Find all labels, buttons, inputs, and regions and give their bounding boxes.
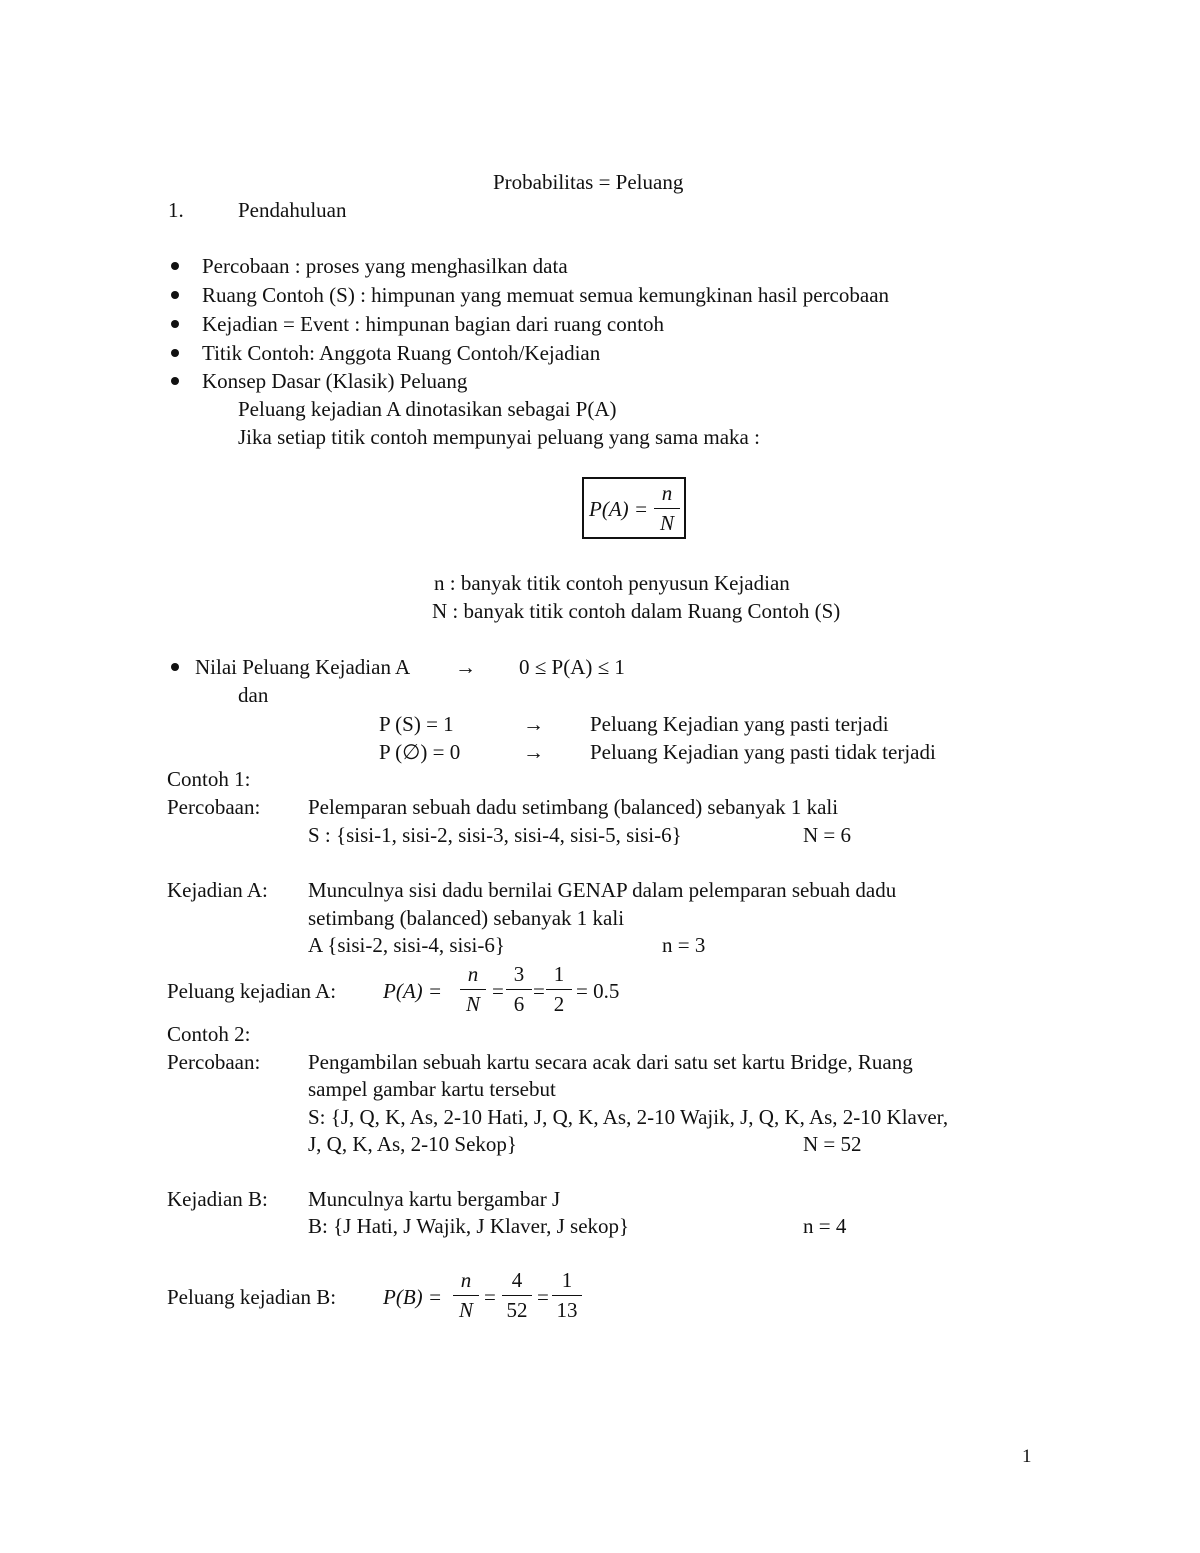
formula-box bbox=[582, 477, 686, 539]
event-text: Munculnya sisi dadu bernilai GENAP dalam pelemparan sebuah dadu bbox=[308, 878, 897, 902]
fraction-denominator: N bbox=[659, 511, 674, 535]
special-prob-expr: P (∅) = 0 bbox=[379, 740, 461, 764]
fraction-denominator: N bbox=[458, 1298, 473, 1322]
event-size: n = 3 bbox=[662, 933, 706, 957]
probability-label: Peluang kejadian B: bbox=[167, 1285, 337, 1309]
fraction-denominator: 6 bbox=[513, 992, 525, 1016]
bullet-dot-icon bbox=[171, 291, 179, 299]
event-label: Kejadian B: bbox=[167, 1187, 268, 1211]
probability-lhs: P(A) = bbox=[383, 979, 443, 1003]
event-set: A {sisi-2, sisi-4, sisi-6} bbox=[308, 933, 505, 957]
bullet-dot-icon bbox=[171, 320, 179, 328]
fraction-bar bbox=[654, 508, 680, 509]
fraction-denominator: 13 bbox=[556, 1298, 578, 1322]
probability-lhs: P(B) = bbox=[383, 1285, 443, 1309]
probability-fraction bbox=[546, 964, 572, 1015]
event-label: Kejadian A: bbox=[167, 878, 268, 902]
range-expression: 0 ≤ P(A) ≤ 1 bbox=[519, 655, 625, 679]
fraction-bar bbox=[460, 989, 486, 990]
fraction-numerator: 4 bbox=[511, 1268, 523, 1292]
bullet-dot-icon bbox=[171, 262, 179, 270]
formula-fraction bbox=[654, 483, 680, 534]
sample-space: J, Q, K, As, 2-10 Sekop} bbox=[308, 1132, 518, 1156]
probability-label: Peluang kejadian A: bbox=[167, 979, 337, 1003]
page-title: Probabilitas = Peluang bbox=[493, 170, 684, 194]
equals-sign: = bbox=[533, 979, 545, 1003]
special-prob-expr: P (S) = 1 bbox=[379, 712, 454, 736]
special-prob-desc: Peluang Kejadian yang pasti tidak terjadi bbox=[590, 740, 936, 764]
fraction-numerator: 1 bbox=[553, 962, 565, 986]
arrow-icon: → bbox=[523, 740, 544, 764]
event-set: B: {J Hati, J Wajik, J Klaver, J sekop} bbox=[308, 1214, 630, 1238]
fraction-bar bbox=[552, 1295, 582, 1296]
probability-fraction bbox=[506, 964, 532, 1015]
equals-sign: = bbox=[492, 979, 504, 1003]
probability-fraction bbox=[460, 964, 486, 1015]
fraction-bar bbox=[546, 989, 572, 990]
experiment-text: Pelemparan sebuah dadu setimbang (balanced) sebanyak 1 kali bbox=[308, 795, 839, 819]
bullet-item: Percobaan : proses yang menghasilkan data bbox=[202, 254, 568, 278]
special-prob-desc: Peluang Kejadian yang pasti terjadi bbox=[590, 712, 889, 736]
bullet-item: Titik Contoh: Anggota Ruang Contoh/Kejadian bbox=[202, 341, 601, 365]
event-text: Munculnya kartu bergambar J bbox=[308, 1187, 561, 1211]
sample-space: S : {sisi-1, sisi-2, sisi-3, sisi-4, sisi-5, sisi-6} bbox=[308, 823, 682, 847]
fraction-numerator: n bbox=[460, 1268, 472, 1292]
probability-fraction bbox=[502, 1270, 532, 1321]
fraction-numerator: n bbox=[467, 962, 479, 986]
page-number: 1 bbox=[1022, 1446, 1032, 1467]
example-label: Contoh 2: bbox=[167, 1022, 251, 1046]
concept-line: Jika setiap titik contoh mempunyai peluang yang sama maka : bbox=[238, 425, 760, 449]
definition-N: N : banyak titik contoh dalam Ruang Contoh (S) bbox=[432, 599, 841, 623]
fraction-denominator: 2 bbox=[553, 992, 565, 1016]
bullet-item: Konsep Dasar (Klasik) Peluang bbox=[202, 369, 468, 393]
arrow-icon: → bbox=[523, 712, 544, 736]
event-size: n = 4 bbox=[803, 1214, 847, 1238]
bullet-dot-icon bbox=[171, 349, 179, 357]
fraction-numerator: 3 bbox=[513, 962, 525, 986]
concept-line: Peluang kejadian A dinotasikan sebagai P(A) bbox=[238, 397, 617, 421]
probability-fraction bbox=[552, 1270, 582, 1321]
sample-size: N = 6 bbox=[803, 823, 852, 847]
range-and: dan bbox=[238, 683, 269, 707]
fraction-denominator: 52 bbox=[506, 1298, 528, 1322]
bullet-dot-icon bbox=[171, 663, 179, 671]
section-heading: Pendahuluan bbox=[238, 198, 347, 222]
equals-sign: = bbox=[537, 1285, 549, 1309]
bullet-item: Nilai Peluang Kejadian A bbox=[195, 655, 411, 679]
experiment-label: Percobaan: bbox=[167, 1050, 261, 1074]
bullet-item: Ruang Contoh (S) : himpunan yang memuat semua kemungkinan hasil percobaan bbox=[202, 283, 890, 307]
experiment-text: sampel gambar kartu tersebut bbox=[308, 1077, 556, 1101]
fraction-denominator: N bbox=[465, 992, 480, 1016]
sample-space: S: {J, Q, K, As, 2-10 Hati, J, Q, K, As, 2-10 Wajik, J, Q, K, As, 2-10 Klaver, bbox=[308, 1105, 949, 1129]
experiment-label: Percobaan: bbox=[167, 795, 261, 819]
sample-size: N = 52 bbox=[803, 1132, 862, 1156]
section-number: 1. bbox=[168, 198, 184, 222]
example-label: Contoh 1: bbox=[167, 767, 251, 791]
bullet-dot-icon bbox=[171, 377, 179, 385]
fraction-bar bbox=[453, 1295, 479, 1296]
arrow-icon: → bbox=[455, 655, 476, 679]
probability-fraction bbox=[453, 1270, 479, 1321]
fraction-bar bbox=[506, 989, 532, 990]
fraction-bar bbox=[502, 1295, 532, 1296]
formula-lhs: P(A) = bbox=[589, 497, 649, 521]
fraction-numerator: n bbox=[661, 481, 673, 505]
event-text: setimbang (balanced) sebanyak 1 kali bbox=[308, 906, 625, 930]
experiment-text: Pengambilan sebuah kartu secara acak dari satu set kartu Bridge, Ruang bbox=[308, 1050, 913, 1074]
equals-sign: = bbox=[484, 1285, 496, 1309]
probability-result: = 0.5 bbox=[576, 979, 620, 1003]
definition-n: n : banyak titik contoh penyusun Kejadian bbox=[434, 571, 790, 595]
fraction-numerator: 1 bbox=[561, 1268, 573, 1292]
bullet-item: Kejadian = Event : himpunan bagian dari ruang contoh bbox=[202, 312, 665, 336]
